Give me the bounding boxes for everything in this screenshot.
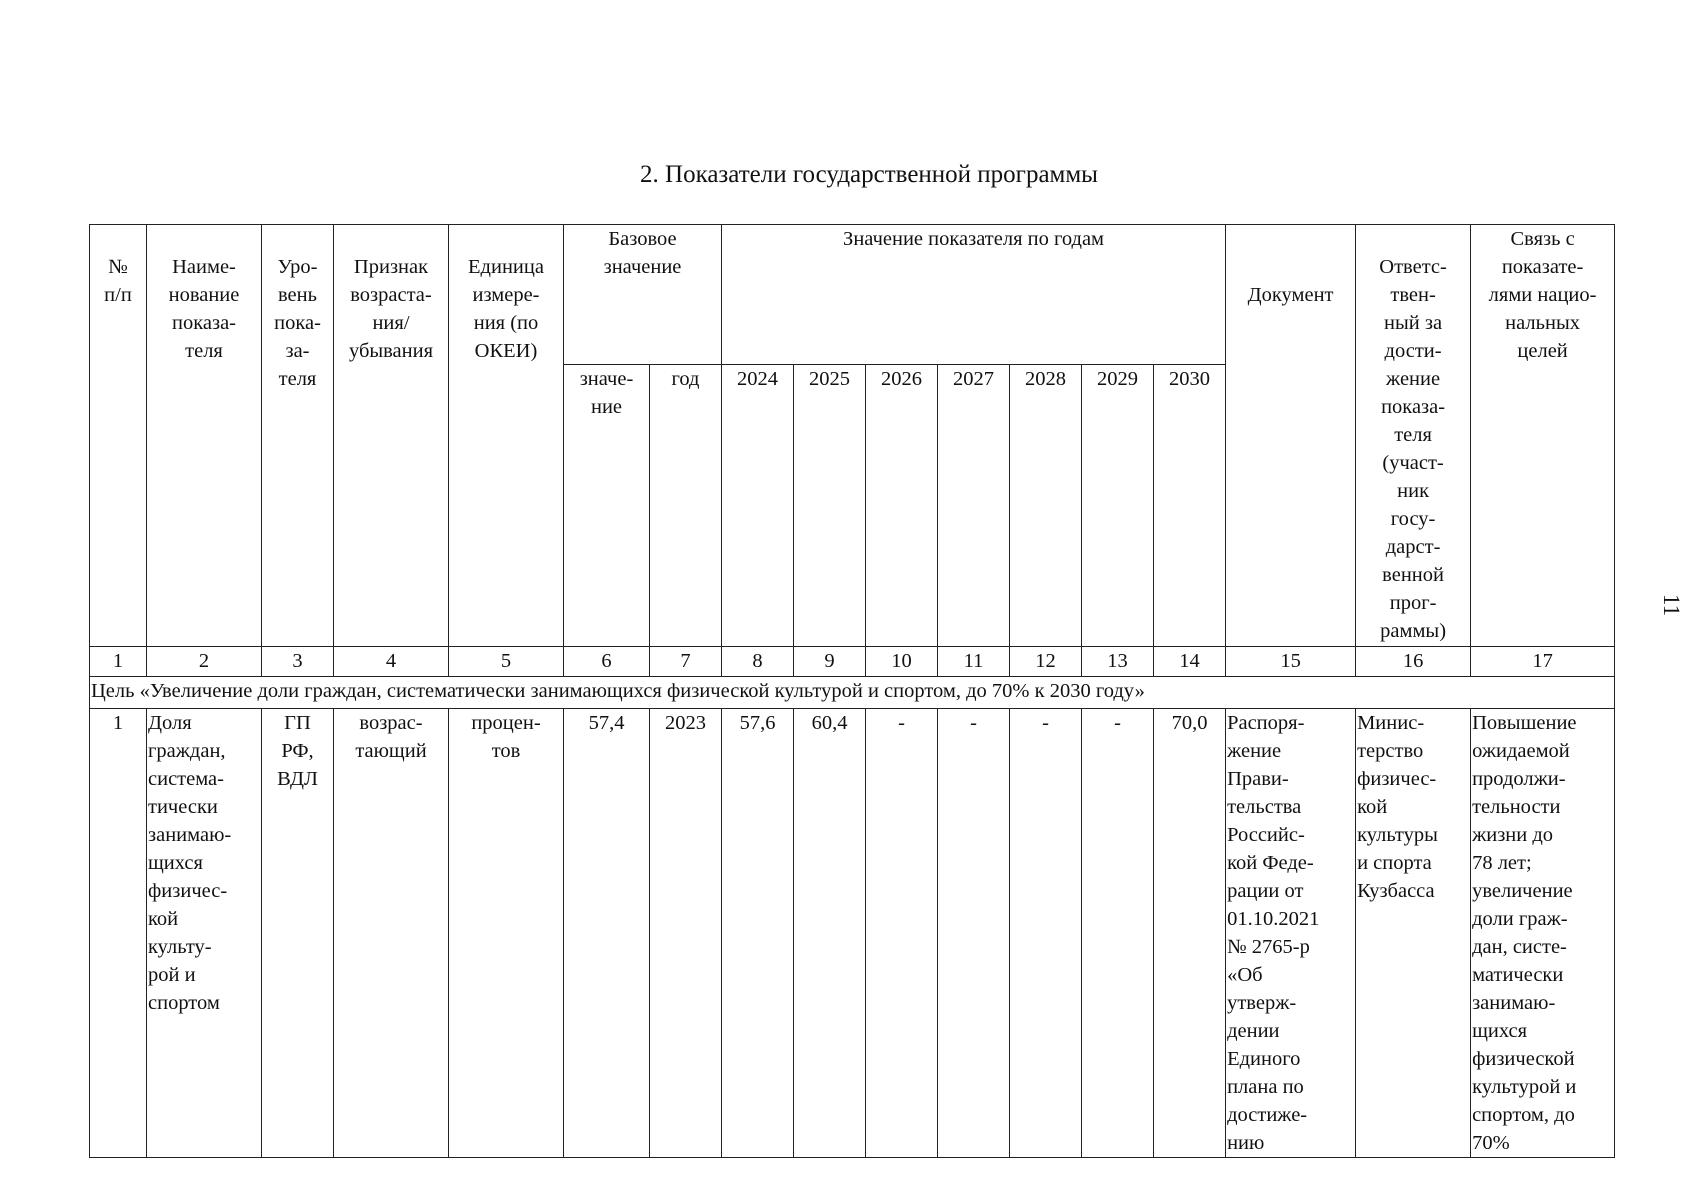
header-num — [90, 225, 147, 647]
row-value-2024: 57,6 — [722, 709, 794, 1158]
page-number: 11 — [1659, 593, 1684, 617]
column-number: 5 — [449, 647, 564, 677]
column-number: 13 — [1082, 647, 1154, 677]
column-number: 4 — [334, 647, 449, 677]
goal-text: Цель «Увеличение доли граждан, систематически занимающихся физической культурой и спортом, до 70% к 2030 году» — [90, 677, 1615, 709]
row-base-year: 2023 — [650, 709, 722, 1158]
header-row-1 — [90, 225, 1615, 365]
row-document: Распоря- жение Прави- тельства Российс- кой Феде- рации от 01.10.2021 № 2765-р «Об утверж- дении Единого плана по достиже- нию — [1226, 709, 1356, 1158]
row-sign: возрас- тающий — [334, 709, 449, 1158]
row-num: 1 — [90, 709, 147, 1158]
row-value-2027: - — [938, 709, 1010, 1158]
column-number: 2 — [147, 647, 262, 677]
row-value-2028: - — [1010, 709, 1082, 1158]
column-number: 14 — [1154, 647, 1226, 677]
column-number: 7 — [650, 647, 722, 677]
page-title: 2. Показатели государственной программы — [640, 161, 1098, 188]
column-number: 16 — [1356, 647, 1471, 677]
row-value-2026: - — [866, 709, 938, 1158]
table-row — [90, 709, 1615, 1158]
header-year-2030: 2030 — [1154, 365, 1226, 647]
row-value-2029: - — [1082, 709, 1154, 1158]
column-number: 3 — [262, 647, 334, 677]
header-responsible — [1356, 225, 1471, 647]
header-document-text: Документ — [1247, 284, 1334, 306]
column-numbers-row — [90, 647, 1615, 677]
header-name — [147, 225, 262, 647]
row-responsible: Минис- терство физичес- кой культуры и спорта Кузбасса — [1356, 709, 1471, 1158]
column-number: 15 — [1226, 647, 1356, 677]
row-base-value: 57,4 — [564, 709, 650, 1158]
header-responsible-text: Ответс- твен- ный за дости- жение показа- теля (участ- ник госу- дарст- венной прог- раммы) — [1379, 256, 1447, 642]
column-number: 10 — [866, 647, 938, 677]
header-level-text: Уро- вень пока- за- теля — [274, 256, 321, 390]
header-year-2025: 2025 — [794, 365, 866, 647]
row-value-2030: 70,0 — [1154, 709, 1226, 1158]
column-number: 6 — [564, 647, 650, 677]
header-year-2029: 2029 — [1082, 365, 1154, 647]
header-unit — [449, 225, 564, 647]
header-name-text: Наиме- нование показа- теля — [168, 256, 240, 362]
header-base-year: год — [650, 365, 722, 647]
header-years-group: Значение показателя по годам — [722, 225, 1226, 365]
row-national-goals-link: Повышение ожидаемой продолжи- тельности жизни до 78 лет; увеличение доли граж- дан, систе- матически занимаю- щихся физической культурой и спортом, до 70% — [1471, 709, 1615, 1158]
indicators-table — [89, 224, 1615, 1158]
header-document — [1226, 225, 1356, 647]
header-year-2028: 2028 — [1010, 365, 1082, 647]
header-year-2026: 2026 — [866, 365, 938, 647]
header-year-2027: 2027 — [938, 365, 1010, 647]
header-link: Связь с показате- лями нацио- нальных целей — [1471, 225, 1615, 647]
row-indicator-name: Доля граждан, система- тически занимаю- щихся физичес- кой культу- рой и спортом — [147, 709, 262, 1158]
column-number: 1 — [90, 647, 147, 677]
row-unit: процен- тов — [449, 709, 564, 1158]
header-num-text: № п/п — [104, 256, 132, 306]
row-value-2025: 60,4 — [794, 709, 866, 1158]
column-number: 8 — [722, 647, 794, 677]
column-number: 17 — [1471, 647, 1615, 677]
header-base-group: Базовое значение — [564, 225, 722, 365]
column-number: 12 — [1010, 647, 1082, 677]
row-level: ГП РФ, ВДЛ — [262, 709, 334, 1158]
header-level — [262, 225, 334, 647]
column-number: 11 — [938, 647, 1010, 677]
header-year-2024: 2024 — [722, 365, 794, 647]
header-sign-text: Признак возраста- ния/ убывания — [348, 256, 434, 362]
header-sign — [334, 225, 449, 647]
column-number: 9 — [794, 647, 866, 677]
goal-row — [90, 677, 1615, 709]
header-base-value: значе- ние — [564, 365, 650, 647]
header-unit-text: Единица измере- ния (по ОКЕИ) — [468, 256, 544, 362]
